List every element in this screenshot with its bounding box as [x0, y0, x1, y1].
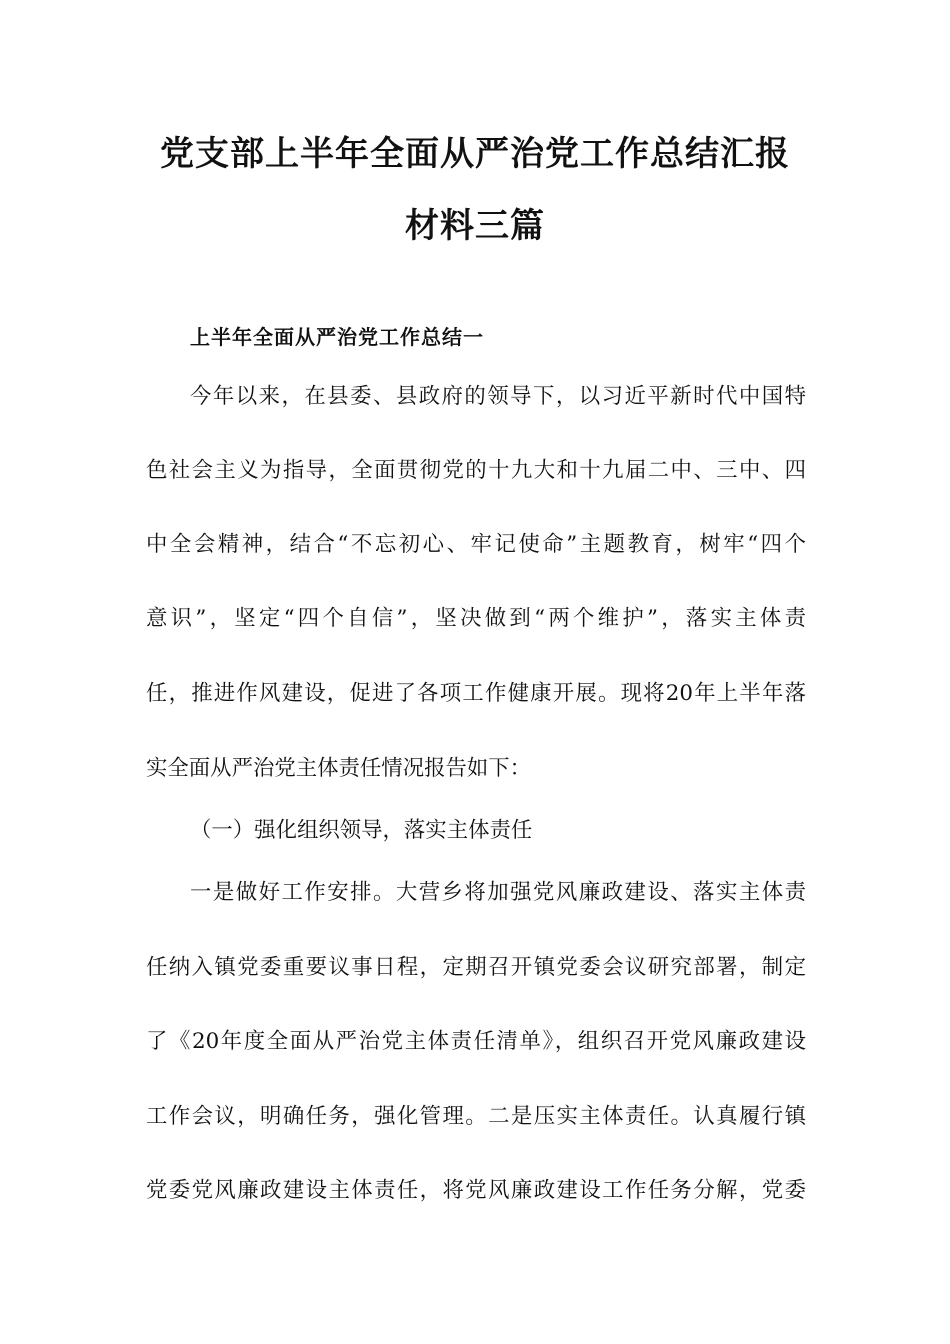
- document-title-line-1: 党支部上半年全面从严治党工作总结汇报: [160, 134, 790, 174]
- paragraph-2-line: 了《20年度全面从严治党主体责任清单》，组织召开党风廉政建设: [146, 1029, 806, 1054]
- paragraph-1-line: 意识”，坚定“四个自信”，坚决做到“两个维护”，落实主体责: [146, 606, 806, 631]
- section-heading: 上半年全面从严治党工作总结一: [190, 325, 484, 349]
- paragraph-2-line: 工作会议，明确任务，强化管理。二是压实主体责任。认真履行镇: [146, 1104, 806, 1129]
- paragraph-2-line: 一是做好工作安排。大营乡将加强党风廉政建设、落实主体责: [190, 880, 806, 905]
- paragraph-1-line: 实全面从严治党主体责任情况报告如下：: [146, 756, 532, 781]
- paragraph-1-line: 中全会精神，结合“不忘初心、牢记使命”主题教育，树牢“四个: [146, 532, 806, 557]
- paragraph-2-line: 党委党风廉政建设主体责任，将党风廉政建设工作任务分解，党委: [146, 1178, 806, 1203]
- paragraph-1-line: 今年以来，在县委、县政府的领导下，以习近平新时代中国特: [190, 384, 806, 409]
- subheading-1: （一）强化组织领导，落实主体责任: [190, 818, 533, 843]
- document-title-line-2: 材料三篇: [405, 206, 545, 246]
- paragraph-1-line: 色社会主义为指导，全面贯彻党的十九大和十九届二中、三中、四: [146, 458, 806, 483]
- paragraph-2-line: 任纳入镇党委重要议事日程，定期召开镇党委会议研究部署，制定: [146, 955, 806, 980]
- paragraph-1-line: 任，推进作风建设，促进了各项工作健康开展。现将20年上半年落: [146, 681, 806, 706]
